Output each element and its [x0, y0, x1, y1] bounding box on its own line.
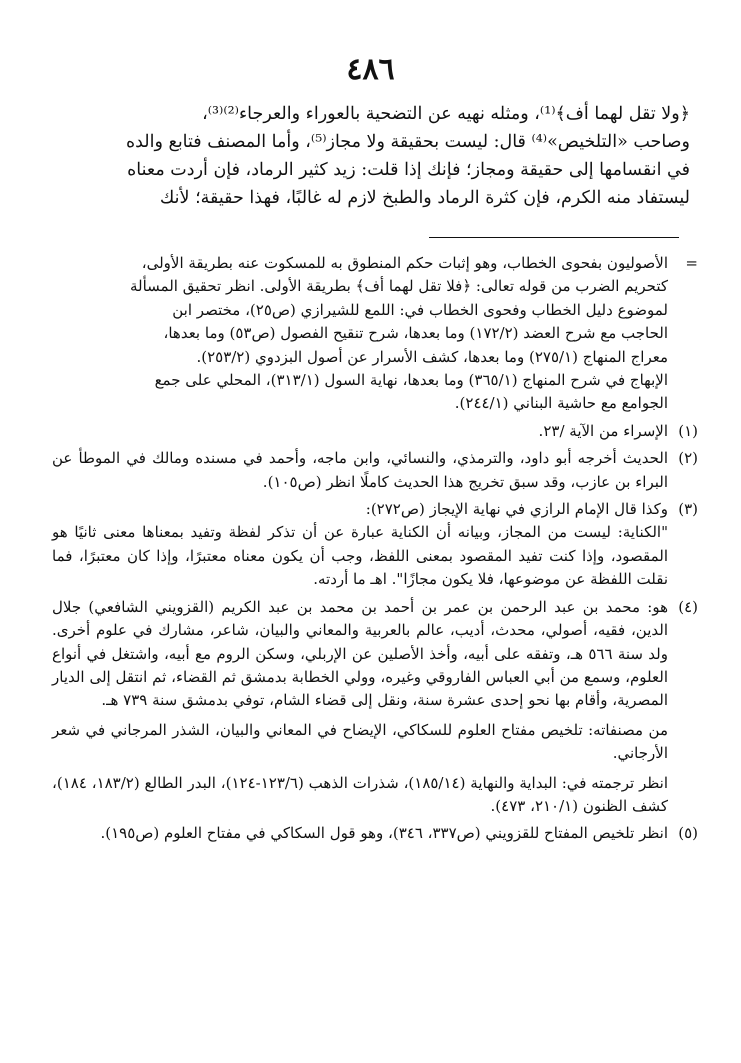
footnote-4	[52, 596, 698, 819]
footnote-marker: (٣)	[678, 500, 698, 519]
footnote-line: الحاجب مع شرح العضد (١٧٢/٢) وما بعدها، شرح تنقيح الفصول (ص٥٣) وما بعدها،	[163, 324, 668, 343]
footnote-line: كتحريم الضرب من قوله تعالى: ﴿فلا تقل لهما أف﴾ بطريقة الأولى. انظر تحقيق المسألة	[129, 277, 668, 296]
footnotes	[52, 252, 698, 850]
footnote-marker: (١)	[678, 421, 698, 440]
footnote-text: انظر ترجمته في: البداية والنهاية (١٨٥/١٤)، شذرات الذهب (١٢٣/٦-١٢٤)، البدر الطالع (١٨٣/٢، ١٨٤)، كشف الظنون (٢١٠/١، ٤٧٣).	[52, 773, 668, 815]
footnote-continuation	[52, 252, 698, 416]
footnote-5	[52, 822, 698, 845]
footnote-2	[52, 447, 698, 494]
main-text-line: وصاحب «التلخيص»⁽⁴⁾ قال: ليست بحقيقة ولا مجاز⁽⁵⁾، وأما المصنف فتابع والده	[125, 132, 690, 152]
footnote-line: الإبهاج في شرح المنهاج (٣٦٥/١) وما بعدها، نهاية السول (٣١٣/١)، المحلي على جمع	[154, 371, 668, 390]
footnote-quote: "الكناية: ليست من المجاز، وبيانه أن الكناية عبارة عن أن تذكر لفظة وتفيد بمعناها معنى ثانيًا هو المقصود، وإذا كنت تفيد المقصود بمعنى اللفظ، وجب أن يكون معناه معتبرًا، وإذا كان معتبرًا، فما نقلت اللفظة عن موضوعها، فلا يكون مجازًا". اهـ ما أردته.	[52, 523, 668, 589]
footnote-marker: (٤)	[678, 597, 698, 616]
footnote-line: لموضوع دليل الخطاب وفحوى الخطاب في: اللمع للشيرازي (ص٢٥)، مختصر ابن	[172, 300, 668, 319]
footnote-line: الأصوليون بفحوى الخطاب، وهو إثبات حكم المنطوق به للمسكوت عنه بطريقة الأولى،	[141, 254, 668, 272]
main-text-line: ﴿ولا تقل لهما أف﴾⁽¹⁾، ومثله نهيه عن التضحية بالعوراء والعرجاء⁽²⁾⁽³⁾،	[202, 104, 690, 124]
page-number: ٤٨٦	[346, 52, 395, 87]
footnote-3	[52, 498, 698, 592]
footnote-text: الإسراء من الآية /٢٣.	[538, 421, 668, 440]
footnote-text: وكذا قال الإمام الرازي في نهاية الإيجاز (ص٢٧٢):	[365, 500, 668, 519]
footnote-separator	[429, 237, 679, 238]
footnote-text: هو: محمد بن عبد الرحمن بن عمر بن أحمد بن محمد بن عبد الكريم (القزويني الشافعي) جلال الدين، فقيه، أصولي، محدث، أديب، عالم بالعربية والمعاني والبيان، شاعر، مشارك في علوم أخرى. ولد سنة ٥٦٦ هـ، وتفقه على أبيه، وأخذ الأصلين عن الإربلي، وسكن الروم مع أبيه، واشتغل في أنواع العلوم، وسمع من أبي العباس الفاروقي وغيره، وولي الخطابة بدمشق ثم القضاء، ثم انتقل إلى الديار المصرية، وأقام بها نحو إحدى عشرة سنة، ونقل إلى قضاء الشام، توفي بدمشق سنة ٧٣٩ هـ.	[52, 597, 668, 710]
footnote-line: معراج المنهاج (٢٧٥/١) وما بعدها، كشف الأسرار عن أصول البزدوي (٢٥٣/٢).	[196, 347, 668, 366]
continuation-marker: =	[685, 254, 698, 272]
main-text-line: في انقسامها إلى حقيقة ومجاز؛ فإنك إذا قلت: زيد كثير الرماد، فإن أردت معناه	[127, 160, 690, 180]
footnote-text: انظر تلخيص المفتاح للقزويني (ص٣٣٧، ٣٤٦)، وهو قول السكاكي في مفتاح العلوم (ص١٩٥).	[100, 824, 668, 843]
main-text-line: ليستفاد منه الكرم، فإن كثرة الرماد والطبخ لازم له غالبًا، فهذا حقيقة؛ لأنك	[159, 188, 690, 208]
footnote-line: الجوامع مع حاشية البناني (٢٤٤/١).	[454, 394, 668, 413]
footnote-1	[52, 420, 698, 443]
footnote-text: من مصنفاته: تلخيص مفتاح العلوم للسكاكي، الإيضاح في المعاني والبيان، الشذر المرجاني في شعر الأرجاني.	[52, 720, 668, 763]
footnote-marker: (٥)	[678, 824, 698, 843]
footnote-marker: (٢)	[678, 449, 698, 468]
main-text	[54, 100, 690, 212]
footnote-text: الحديث أخرجه أبو داود، والترمذي، والنسائي، وابن ماجه، وأحمد في مسنده ومالك في الموطأ عن البراء بن عازب، وقد سبق تخريج هذا الحديث كاملًا انظر (ص١٠٥).	[52, 449, 668, 491]
